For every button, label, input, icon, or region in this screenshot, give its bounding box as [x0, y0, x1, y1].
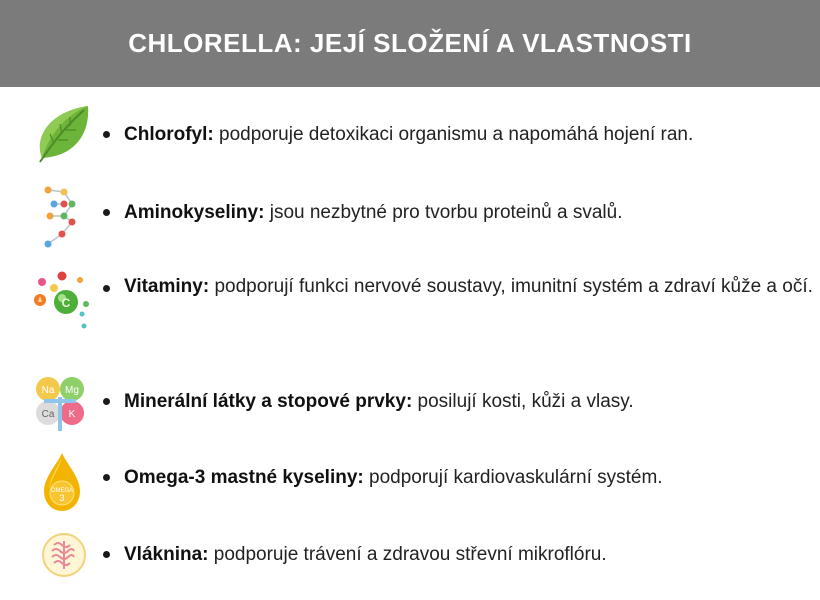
- item-label: Omega-3 mastné kyseliny:: [124, 467, 364, 488]
- list-item-mineraly: [0, 365, 820, 435]
- item-description: podporuje detoxikaci organismu a napomáhá hojení ran.: [213, 124, 694, 145]
- item-description: posilují kosti, kůži a vlasy.: [412, 391, 634, 412]
- page-title: CHLORELLA: JEJÍ SLOŽENÍ A VLASTNOSTI: [128, 28, 692, 58]
- bullet: [103, 209, 110, 216]
- item-description: podporují funkci nervové soustavy, imunitní systém a zdraví kůže a očí.: [209, 276, 813, 297]
- vitamin-icon: [28, 270, 98, 340]
- item-text: [124, 536, 814, 573]
- fiber-icon: [28, 527, 98, 597]
- list-item-aminokyseliny: [0, 178, 820, 250]
- bullet: [103, 131, 110, 138]
- item-description: podporuje trávení a zdravou střevní mikroflóru.: [208, 544, 607, 565]
- page-header: [0, 0, 820, 87]
- list-item-chlorofyl: [0, 100, 820, 170]
- item-label: Chlorofyl:: [124, 124, 214, 145]
- omega-drop-icon: [28, 447, 98, 517]
- list-item-omega3: [0, 445, 820, 515]
- omega-number: 3: [59, 493, 65, 503]
- svg-text:C: C: [61, 296, 71, 310]
- item-label: Vláknina:: [124, 544, 209, 565]
- leaf-icon: [28, 100, 98, 170]
- list-item-vlaknina: [0, 525, 820, 595]
- item-label: Aminokyseliny:: [124, 202, 265, 223]
- item-description: podporují kardiovaskulární systém.: [363, 467, 663, 488]
- list-item-vitaminy: [0, 262, 820, 352]
- item-text: [124, 194, 814, 231]
- molecule-icon: [28, 182, 98, 252]
- omega-label: OMEGA: [50, 488, 74, 494]
- bullet: [103, 285, 110, 292]
- bullet: [103, 398, 110, 405]
- item-label: Minerální látky a stopové prvky:: [124, 391, 413, 412]
- item-description: jsou nezbytné pro tvorbu proteinů a svalů.: [264, 202, 623, 223]
- item-text: [124, 116, 814, 153]
- bullet: [103, 551, 110, 558]
- item-text: [124, 383, 814, 420]
- potassium-label: K: [68, 409, 76, 420]
- item-label: Vitaminy:: [124, 276, 210, 297]
- sodium-label: Na: [41, 385, 55, 396]
- item-text: [124, 268, 814, 305]
- minerals-icon: [28, 367, 98, 437]
- calcium-label: Ca: [41, 409, 55, 420]
- bullet: [103, 474, 110, 481]
- magnesium-label: Mg: [65, 385, 79, 396]
- item-text: [124, 459, 814, 496]
